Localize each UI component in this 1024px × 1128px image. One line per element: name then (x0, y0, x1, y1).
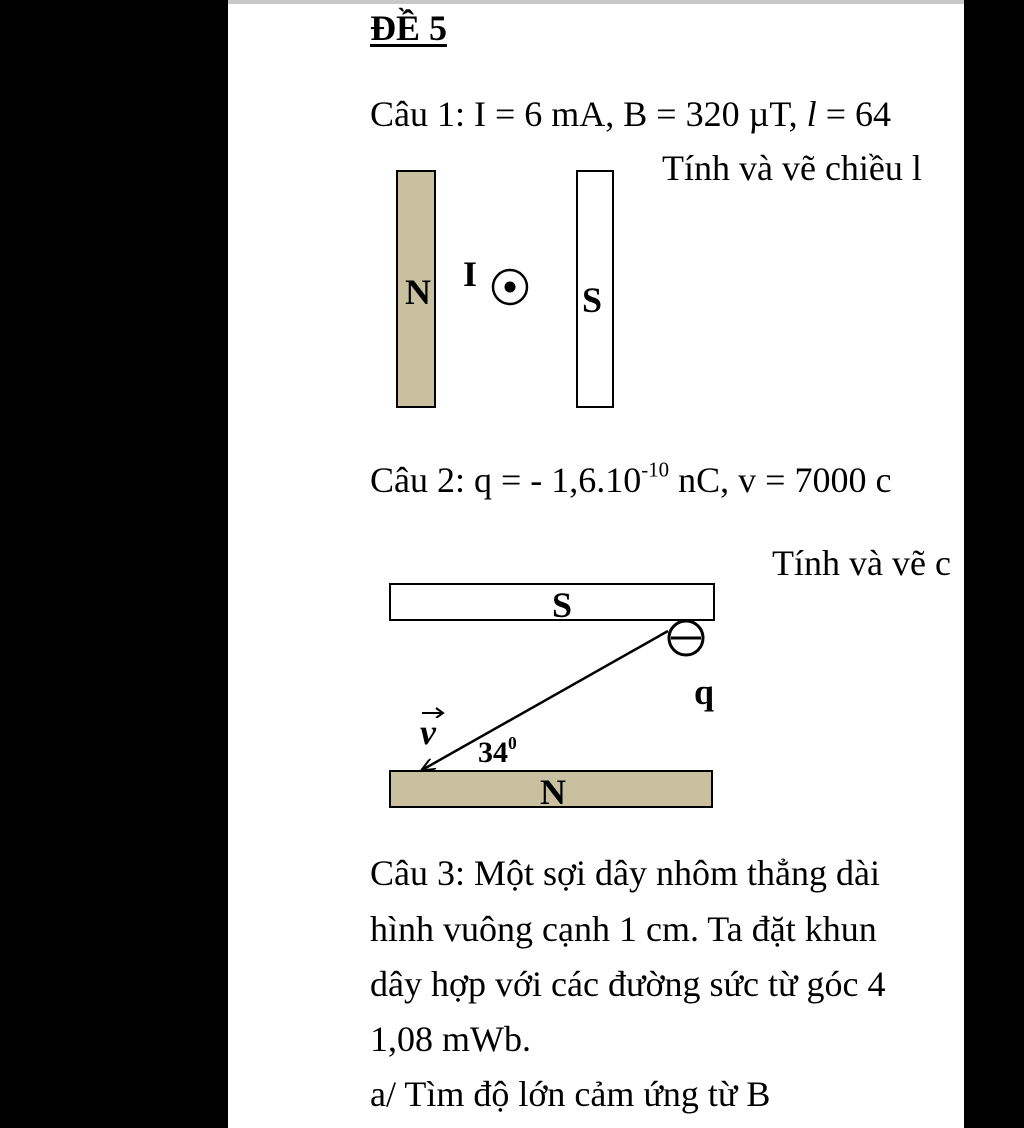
exam-title: ĐỀ 5 (370, 8, 448, 48)
vector-arrow-icon (420, 706, 446, 718)
question-1-given-end: = 64 (816, 94, 891, 134)
velocity-vector-arrow (422, 631, 668, 770)
question-3-line-4: 1,08 mWb. (370, 1019, 531, 1059)
question-2-instruction: Tính và vẽ c (772, 543, 951, 583)
velocity-label (420, 714, 436, 750)
charge-label: q (694, 672, 715, 712)
question-3-line-3: dây hợp với các đường sức từ góc 4 (370, 964, 886, 1004)
question-1-instruction: Tính và vẽ chiều l (662, 148, 922, 188)
question-1-given: Câu 1: I = 6 mA, B = 320 µT, (370, 94, 807, 134)
north-pole-label: N (405, 272, 431, 312)
question-1-text (370, 96, 891, 132)
south-pole-label: S (582, 280, 603, 320)
question-3-part-a: a/ Tìm độ lớn cảm ứng từ B (370, 1074, 771, 1114)
velocity-diagram (400, 600, 730, 780)
question-2-speed: nC, v = 7000 c (669, 460, 892, 500)
question-2-text (370, 457, 892, 500)
current-label: I (463, 254, 478, 294)
question-3-line-1: Câu 3: Một sợi dây nhôm thẳng dài (370, 853, 880, 893)
page-top-border (228, 0, 964, 4)
north-plate-label: N (540, 772, 566, 812)
angle-degree: 0 (508, 732, 517, 753)
south-plate-label: S (552, 585, 573, 625)
question-3-line-2: hình vuông cạnh 1 cm. Ta đặt khun (370, 909, 877, 949)
velocity-symbol: v (420, 712, 436, 752)
length-symbol: l (806, 94, 817, 134)
current-out-of-page-icon (489, 266, 531, 308)
charge-exponent: -10 (641, 457, 670, 482)
angle-label (478, 732, 517, 769)
question-2-charge: Câu 2: q = - 1,6.10 (370, 460, 642, 500)
right-black-margin (964, 0, 1024, 1128)
angle-value: 34 (478, 736, 508, 769)
